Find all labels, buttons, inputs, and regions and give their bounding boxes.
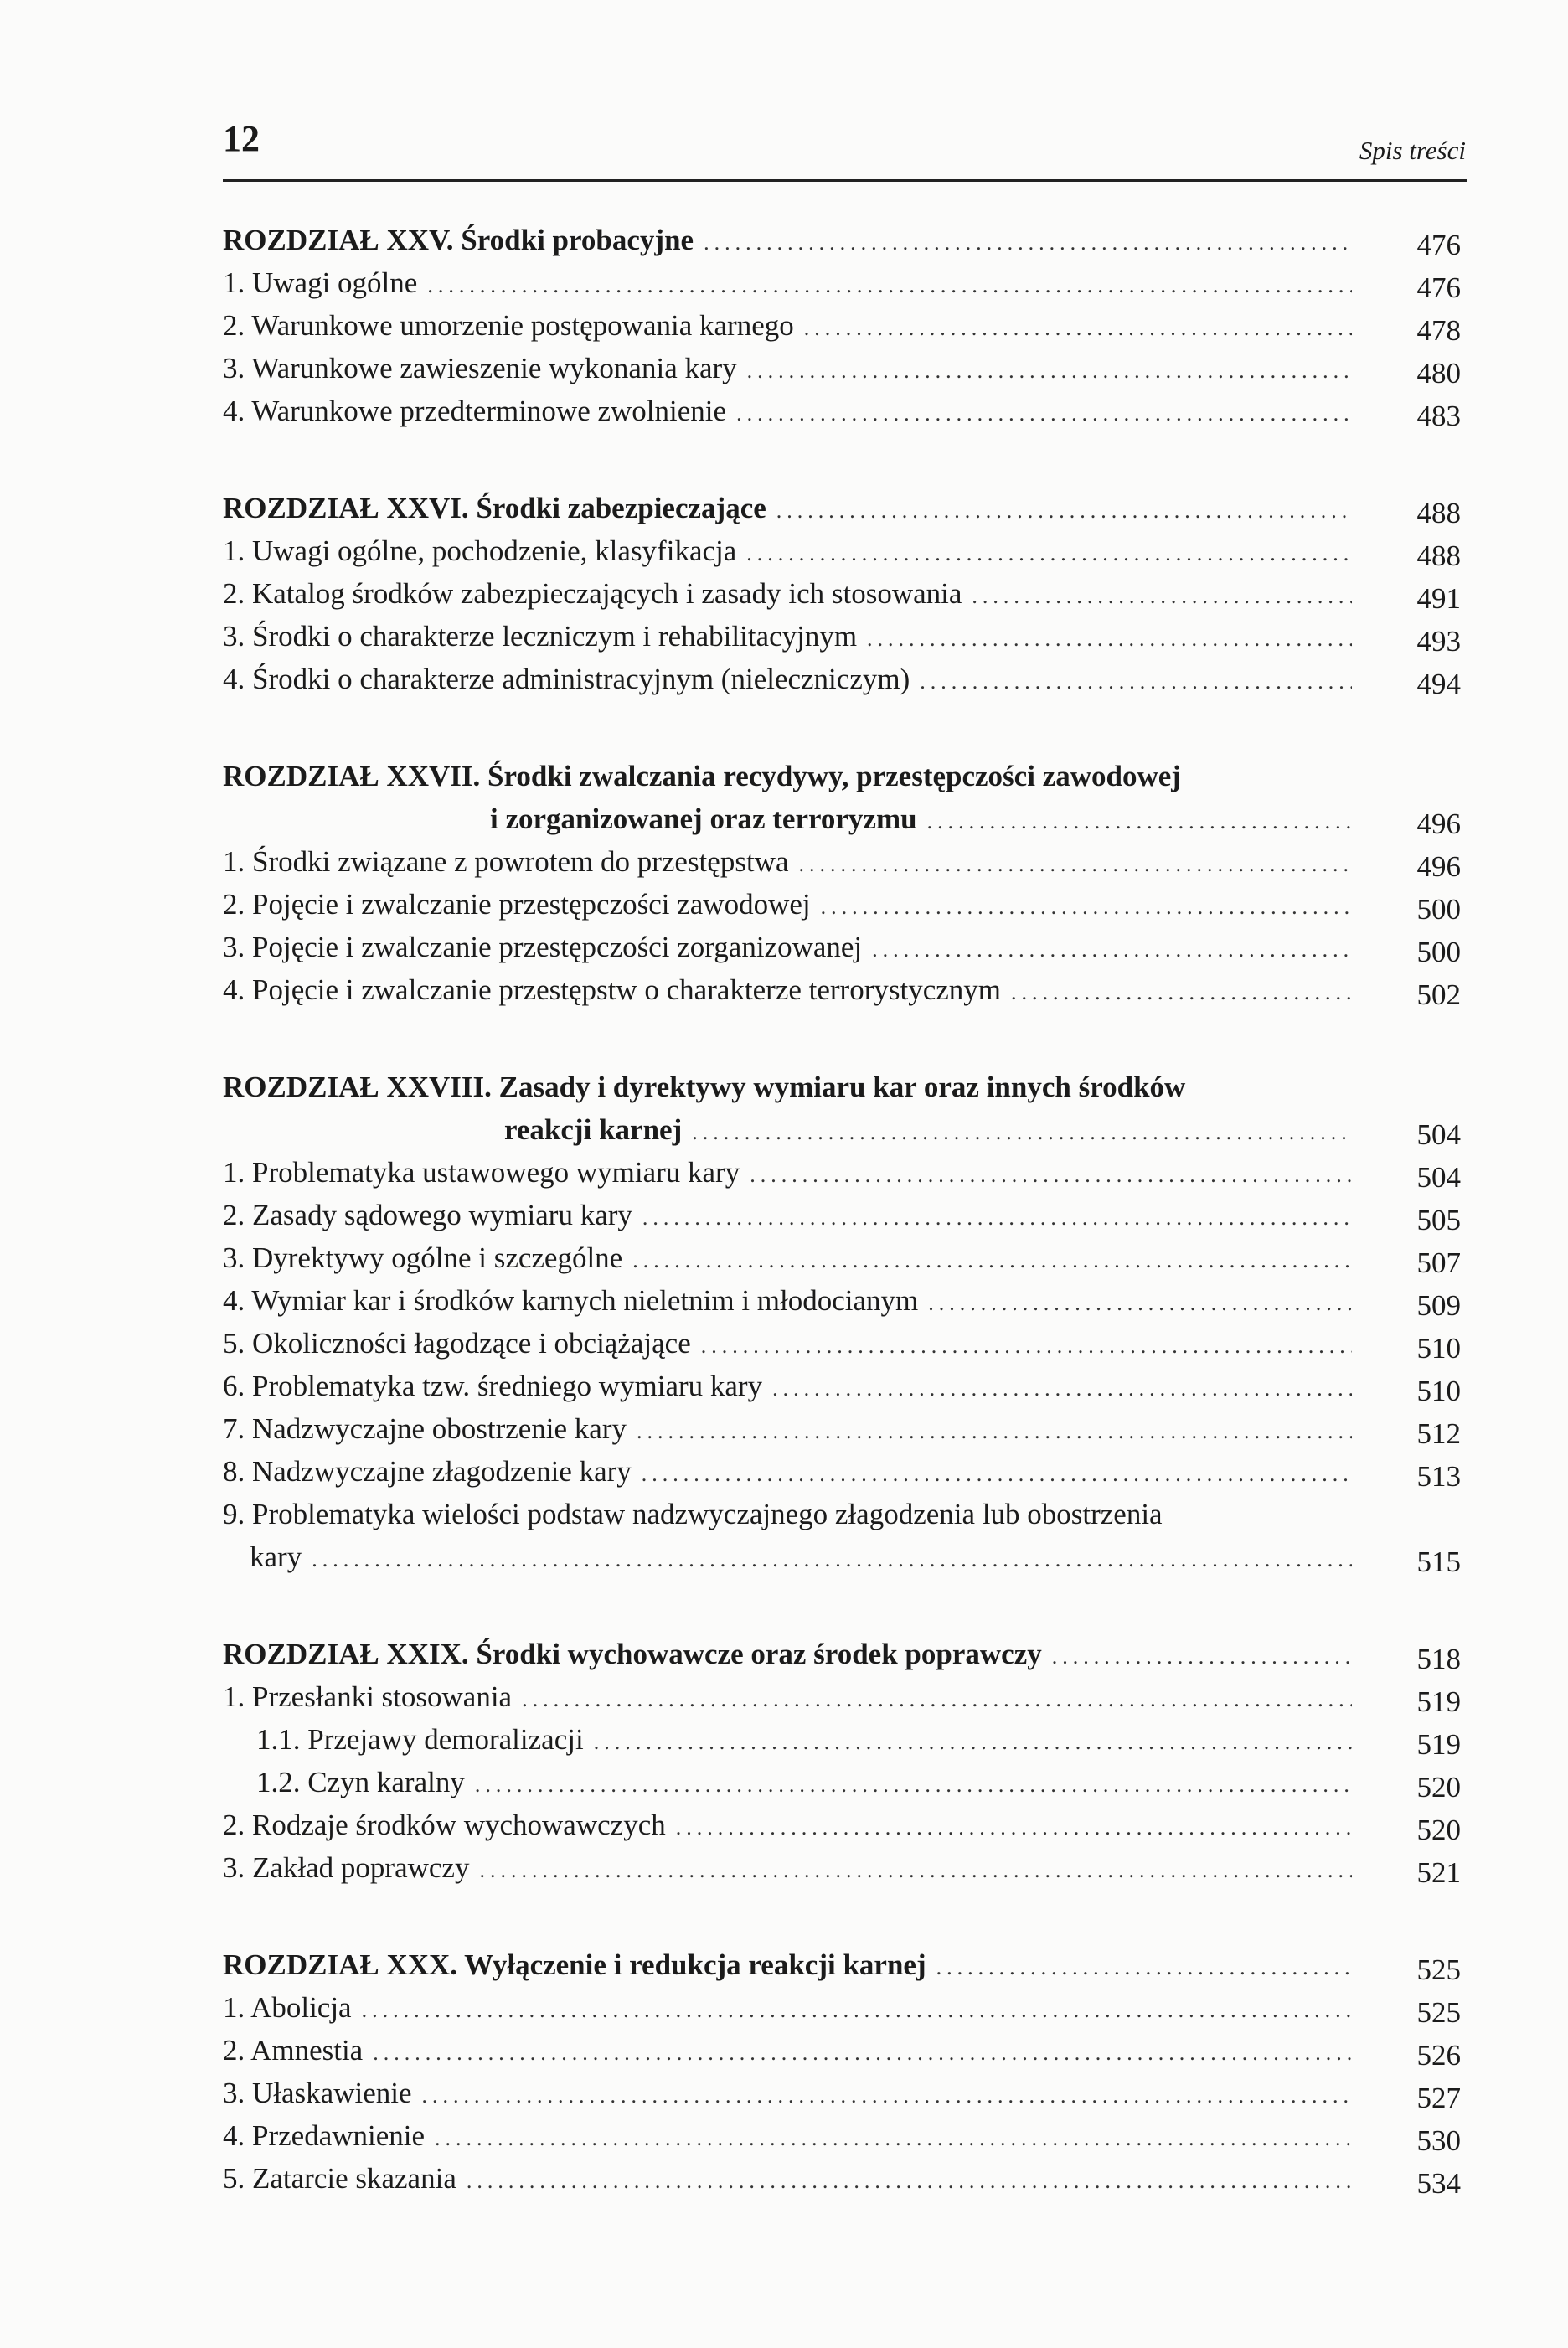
toc-subentry-label: 1.2. Czyn karalny [256,1766,465,1798]
toc-entry-page: 494 [1416,668,1461,700]
dot-leader [421,2074,1352,2117]
toc-entry [223,615,1461,658]
dot-leader [522,1678,1352,1721]
toc-entry [223,1804,1461,1846]
toc-entry-label: 3. Ułaskawienie [223,2077,412,2109]
toc-entry-page: 510 [1416,1375,1461,1407]
toc-entry [223,968,1461,1011]
dot-leader [475,1763,1352,1806]
toc-entry-label: 2. Amnestia [223,2034,364,2067]
dot-leader [632,1239,1352,1282]
toc-entry-label: 4. Środki o charakterze administracyjnym (nieleczniczym) [223,663,910,695]
header-rule [223,179,1467,182]
dot-leader [362,1989,1352,2031]
dot-leader [435,2117,1352,2160]
toc-entry-label: 3. Zakład poprawczy [223,1851,470,1884]
toc-entry-page: 476 [1416,271,1461,304]
toc-subentry-page: 519 [1416,1728,1461,1761]
dot-leader [920,660,1352,703]
dot-leader [637,1410,1352,1453]
toc-entry [223,1450,1461,1493]
toc-entry-page: 534 [1416,2167,1461,2200]
dot-leader [642,1453,1352,1495]
toc-subentry-label: 1.1. Przejawy demoralizacji [256,1723,584,1756]
dot-leader [642,1196,1352,1239]
toc-entry-label: 3. Pojęcie i zwalczanie przestępczości zorganizowanej [223,931,863,963]
toc-entry-label: 8. Nadzwyczajne złagodzenie kary [223,1455,632,1488]
toc-entry-label: 2. Katalog środków zabezpieczających i zasady ich stosowania [223,577,962,610]
dot-leader [927,800,1352,843]
dot-leader [867,617,1352,660]
dot-leader [972,575,1352,617]
chapter-section [223,1633,1461,1889]
toc-entry [223,1151,1461,1194]
toc-entry-label: 4. Pojęcie i zwalczanie przestępstw o charakterze terrorystycznym [223,973,1002,1006]
toc-entry-page: 500 [1416,936,1461,968]
chapter-title-label: ROZDZIAŁ XXX. Wyłączenie i redukcja reakcji karnej [223,1948,926,1981]
dot-leader [701,1324,1352,1367]
toc-entry-page: 512 [1416,1417,1461,1450]
toc-entry-label: 2. Rodzaje środków wychowawczych [223,1809,666,1841]
chapter-title-label: reakcji karnej [504,1113,683,1146]
toc-entry [223,304,1461,347]
running-title: Spis treści [1359,136,1466,165]
dot-leader [373,2031,1352,2074]
chapter-title [223,487,1461,529]
dot-leader [928,1282,1352,1324]
toc-entry [223,2157,1461,2200]
toc-entry-page: 505 [1416,1204,1461,1236]
chapter-title-page: 488 [1416,497,1461,529]
toc-entry-label: 5. Zatarcie skazania [223,2162,456,2195]
toc-entry-label: 2. Pojęcie i zwalczanie przestępczości zawodowej [223,888,811,921]
chapter-title [223,797,1461,840]
toc-entry-page: 480 [1416,357,1461,390]
toc-entry-page: 521 [1416,1856,1461,1889]
toc-entry-page: 500 [1416,893,1461,926]
toc-entry [223,883,1461,926]
toc-entry [223,1846,1461,1889]
dot-leader [747,349,1352,392]
toc-entry [223,926,1461,968]
dot-leader [872,928,1352,971]
toc-entry-label: 1. Przesłanki stosowania [223,1680,513,1713]
toc-entry-label: 3. Dyrektywy ogólne i szczególne [223,1241,623,1274]
chapter-title-page: 476 [1416,229,1461,261]
toc-entry [223,572,1461,615]
toc-entry [223,1675,1461,1718]
toc-entry [223,1194,1461,1236]
toc-entry [223,1493,1461,1535]
chapter-title-label: ROZDZIAŁ XXVII. Środki zwalczania recydywy, przestępczości zawodowej [223,760,1181,792]
toc-entry [223,1322,1461,1365]
chapter-title [223,755,1461,797]
toc-entry [223,840,1461,883]
dot-leader [312,1538,1352,1581]
toc-subentry-page: 520 [1416,1771,1461,1804]
toc-entry-page: 507 [1416,1246,1461,1279]
dot-leader [594,1721,1352,1763]
toc-entry-label: 7. Nadzwyczajne obostrzenie kary [223,1412,627,1445]
dot-leader [821,885,1352,928]
dot-leader [746,532,1352,575]
dot-leader [750,1153,1352,1196]
chapter-title-page: 496 [1416,808,1461,840]
toc-entry [223,1279,1461,1322]
toc-entry-continuation-label: kary [250,1540,302,1573]
chapter-title [223,1108,1461,1151]
toc-entry-page: 488 [1416,539,1461,572]
toc-entry-label: 4. Wymiar kar i środków karnych nieletnim i młodocianym [223,1284,919,1317]
toc-entry-label: 5. Okoliczności łagodzące i obciążające [223,1327,691,1360]
dot-leader [776,489,1352,532]
toc-entry-label: 3. Środki o charakterze leczniczym i rehabilitacyjnym [223,620,858,653]
toc-entry-label: 6. Problematyka tzw. średniego wymiaru kary [223,1370,763,1402]
chapter-title [223,1633,1461,1675]
dot-leader [772,1367,1352,1410]
toc-entry-page: 504 [1416,1161,1461,1194]
toc-entry-page: 530 [1416,2124,1461,2157]
dot-leader [798,843,1352,885]
toc-entry-page: 526 [1416,2039,1461,2072]
toc-entry-label: 1. Problematyka ustawowego wymiaru kary [223,1156,740,1189]
toc-entry-continuation-page: 515 [1416,1546,1461,1578]
dot-leader [704,221,1352,264]
toc-entry-page: 509 [1416,1289,1461,1322]
toc-entry [223,390,1461,432]
chapter-title-label: ROZDZIAŁ XXV. Środki probacyjne [223,224,694,256]
chapter-section [223,1066,1461,1578]
chapter-title-page: 525 [1416,1953,1461,1986]
toc-entry [223,261,1461,304]
toc-entry-label: 2. Warunkowe umorzenie postępowania karnego [223,309,794,342]
toc-entry-label: 2. Zasady sądowego wymiaru kary [223,1199,632,1231]
toc-entry-page: 478 [1416,314,1461,347]
toc-entry-label: 1. Środki związane z powrotem do przestępstwa [223,845,789,878]
dot-leader [479,1849,1352,1891]
dot-leader [676,1806,1352,1849]
chapter-title [223,1066,1461,1108]
toc-entry-label: 3. Warunkowe zawieszenie wykonania kary [223,352,737,384]
toc-entry-page: 519 [1416,1685,1461,1718]
toc-entry [223,2072,1461,2114]
toc-entry-page: 496 [1416,850,1461,883]
toc-entry [223,1407,1461,1450]
toc-entry-page: 510 [1416,1332,1461,1365]
dot-leader [804,307,1352,349]
dot-leader [736,392,1352,435]
dot-leader [1052,1635,1352,1678]
toc-entry [223,1986,1461,2029]
toc-entry-page: 491 [1416,582,1461,615]
toc-entry-page: 493 [1416,625,1461,658]
toc-entry [223,658,1461,700]
toc-entry-page: 525 [1416,1996,1461,2029]
toc-entry-label: 1. Uwagi ogólne, pochodzenie, klasyfikacja [223,534,737,567]
toc-entry-label: 1. Uwagi ogólne [223,266,418,299]
chapter-section [223,1943,1461,2200]
toc-entry-page: 520 [1416,1814,1461,1846]
chapter-title-page: 504 [1416,1118,1461,1151]
dot-leader [692,1111,1352,1153]
toc-entry [223,347,1461,390]
dot-leader [1011,971,1352,1014]
chapter-section [223,487,1461,700]
toc-entry-page: 527 [1416,2082,1461,2114]
toc-entry-continuation [223,1535,1461,1578]
chapter-section [223,219,1461,432]
toc-entry-label: 9. Problematyka wielości podstaw nadzwyczajnego złagodzenia lub obostrzenia [223,1498,1163,1530]
chapter-title [223,1943,1461,1986]
dot-leader [936,1946,1352,1989]
toc-entry [223,1236,1461,1279]
toc-entry-label: 4. Warunkowe przedterminowe zwolnienie [223,395,727,427]
toc-entry-page: 483 [1416,400,1461,432]
toc-entry [223,529,1461,572]
chapter-title [223,219,1461,261]
toc-subentry [223,1761,1461,1804]
toc-entry-page: 513 [1416,1460,1461,1493]
page-number: 12 [223,118,260,159]
chapter-section [223,755,1461,1011]
dot-leader [467,2160,1352,2202]
dot-leader [427,264,1352,307]
table-of-contents [223,219,1461,2254]
chapter-title-label: ROZDZIAŁ XXVIII. Zasady i dyrektywy wymiaru kar oraz innych środków [223,1071,1186,1103]
toc-subentry [223,1718,1461,1761]
toc-entry-page: 502 [1416,978,1461,1011]
toc-entry-label: 1. Abolicja [223,1991,352,2024]
toc-entry-label: 4. Przedawnienie [223,2119,426,2152]
chapter-title-page: 518 [1416,1643,1461,1675]
toc-entry [223,2114,1461,2157]
chapter-title-label: i zorganizowanej oraz terroryzmu [490,802,917,835]
chapter-title-label: ROZDZIAŁ XXVI. Środki zabezpieczające [223,492,766,524]
chapter-title-label: ROZDZIAŁ XXIX. Środki wychowawcze oraz środek poprawczy [223,1638,1042,1670]
toc-entry [223,1365,1461,1407]
toc-entry [223,2029,1461,2072]
